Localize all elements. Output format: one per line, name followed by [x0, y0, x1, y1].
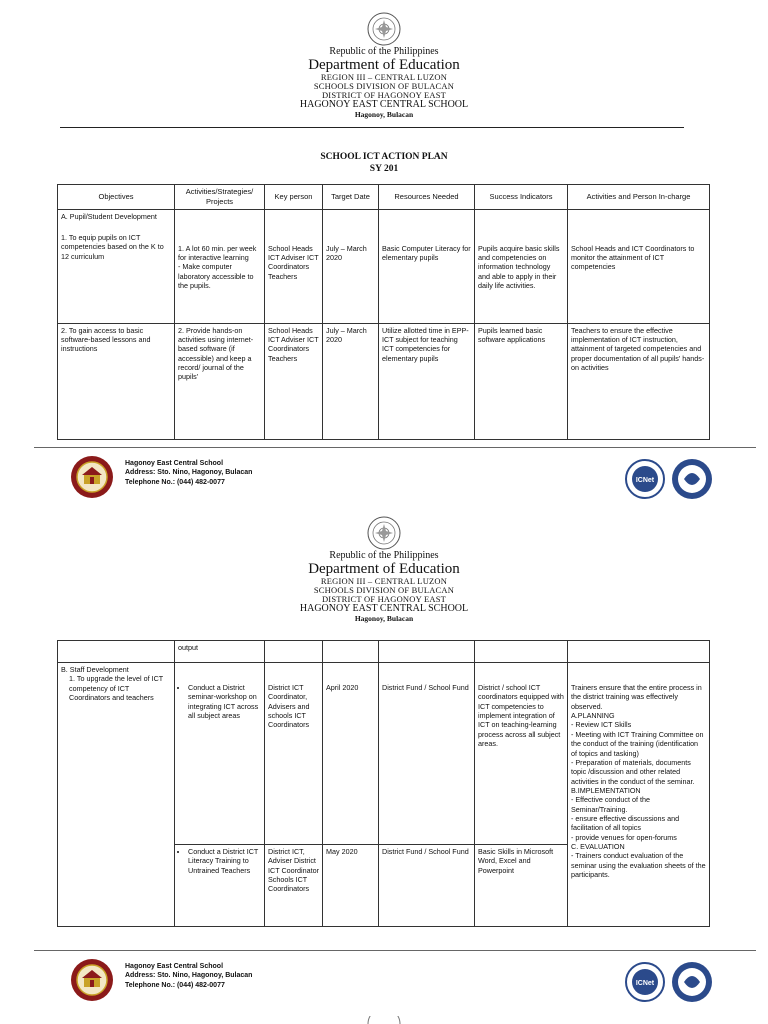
in-charge-line: - Trainers conduct evaluation of the seminar using the evaluation sheets of the participants.: [571, 851, 706, 880]
indicators-cell: District / school ICT coordinators equipped with ICT competencies to implement integration of ICT on teaching-learning process across all subject areas.: [475, 663, 568, 845]
footer-phone: Telephone No.: (044) 482-0077: [125, 981, 225, 989]
division-line: SCHOOLS DIVISION OF BULACAN: [313, 585, 455, 596]
col-header-key-person: Key person: [265, 185, 323, 210]
table-row: [58, 209, 710, 323]
col-header-objectives: Objectives: [58, 185, 175, 210]
town-line: Hagonoy, Bulacan: [354, 109, 414, 119]
icnet-badge-icon: [625, 459, 665, 499]
col-header-in-charge: Activities and Person In-charge: [568, 185, 710, 210]
footer-address: Address: Sto. Nino, Hagonoy, Bulacan: [125, 972, 253, 980]
page-footer: [0, 447, 768, 517]
school-logo-icon: [70, 455, 114, 499]
target-date-cell: April 2020: [323, 663, 379, 845]
footer-address: Address: Sto. Nino, Hagonoy, Bulacan: [125, 469, 253, 477]
key-person-cell: School Heads ICT Adviser ICT Coordinators Teachers: [265, 323, 323, 439]
plan-title-line1: SCHOOL ICT ACTION PLAN: [320, 152, 448, 162]
plan-title-line2: SY 201: [369, 163, 399, 174]
district-line: DISTRICT OF HAGONOY EAST: [321, 90, 447, 101]
icnet-badge-icon: [625, 962, 665, 1002]
deped-seal-icon: [367, 516, 401, 550]
town-line: Hagonoy, Bulacan: [354, 613, 414, 623]
indicators-cell: Basic Skills in Microsoft Word, Excel and Powerpoint: [475, 845, 568, 927]
indicators-cell: Pupils learned basic software applications: [475, 323, 568, 439]
icnet-badge-text: ICNet: [635, 980, 655, 987]
in-charge-line: A.PLANNING: [571, 711, 615, 721]
footer-divider: [34, 447, 756, 448]
activity-cell: 2. Provide hands-on activities using internet-based software (if accessible) and keep a record/ journal of the pupils': [175, 323, 265, 439]
footer-divider: [34, 950, 756, 951]
header-divider: [60, 127, 684, 128]
in-charge-cell: School Heads and ICT Coordinators to monitor the attainment of ICT competencies: [568, 209, 710, 323]
in-charge-line: - Review ICT Skills: [571, 720, 632, 730]
footer-contact: [125, 459, 252, 487]
activity-cell: [175, 845, 265, 927]
in-charge-line: - Effective conduct of the Seminar/Training.: [571, 795, 650, 814]
target-date-cell: May 2020: [323, 845, 379, 927]
indicators-cell: [475, 641, 568, 663]
certification-badge-icon: [670, 960, 714, 1004]
activity-text: - Make computer laboratory accessible to the pupils.: [178, 262, 254, 290]
action-plan-table-page2: [57, 640, 710, 927]
district-line: DISTRICT OF HAGONOY EAST: [321, 594, 447, 605]
republic-line: Republic of the Philippines: [329, 550, 439, 561]
footer-contact: [125, 962, 252, 990]
objective-cell: 2. To gain access to basic software-based lessons and instructions: [58, 323, 175, 439]
activity-cell: [175, 663, 265, 845]
target-date-cell: July – March 2020: [323, 209, 379, 323]
activity-text: • Conduct a District seminar-workshop on integrating ICT across all subject areas: [188, 683, 261, 720]
activity-text: • Conduct a District ICT Literacy Training to Untrained Teachers: [188, 847, 261, 875]
in-charge-line: - Meeting with ICT Training Committee on the conduct of the training (identification of topics and tasking): [571, 729, 704, 758]
icnet-badge-text: ICNet: [635, 477, 655, 484]
objective-cell: [58, 641, 175, 663]
resources-cell: District Fund / School Fund: [379, 663, 475, 845]
in-charge-line: C. EVALUATION: [571, 842, 625, 852]
table-row: [58, 663, 710, 845]
in-charge-cell: Teachers to ensure the effective implementation of ICT instruction, attainment of targeted competencies and proper documentation of all pupils' hands-on activities: [568, 323, 710, 439]
key-person-cell: District ICT Coordinator, Advisers and schools ICT Coordinators: [265, 663, 323, 845]
section-b-label: B. Staff Development: [61, 665, 129, 674]
in-charge-line: - ensure effective discussions and facilitation of all topics: [571, 814, 680, 833]
resources-cell: [379, 641, 475, 663]
page-footer: [0, 950, 768, 1020]
objective-cell: [58, 663, 175, 927]
target-date-cell: [323, 641, 379, 663]
department-line: Department of Education: [308, 56, 460, 73]
certification-badge-icon: [670, 457, 714, 501]
footer-phone: Telephone No.: (044) 482-0077: [125, 478, 225, 486]
key-person-cell: District ICT, Adviser District ICT Coordinator Schools ICT Coordinators: [265, 845, 323, 927]
objective-text: 1. To upgrade the level of ICT competency of ICT Coordinators and teachers: [69, 674, 164, 703]
school-line: HAGONOY EAST CENTRAL SCHOOL: [299, 99, 469, 111]
in-charge-line: B.IMPLEMENTATION: [571, 785, 641, 795]
table-row: [58, 641, 710, 663]
school-logo-icon: [70, 958, 114, 1002]
region-line: REGION III – CENTRAL LUZON: [320, 72, 448, 83]
in-charge-cell: [568, 641, 710, 663]
resources-cell: Basic Computer Literacy for elementary pupils: [379, 209, 475, 323]
col-header-resources: Resources Needed: [379, 185, 475, 210]
school-line: HAGONOY EAST CENTRAL SCHOOL: [299, 603, 469, 615]
objective-text: 1. To equip pupils on ICT competencies based on the K to 12 curriculum: [61, 232, 164, 261]
department-line: Department of Education: [308, 560, 460, 577]
action-plan-table-page1: [57, 184, 710, 440]
table-row: [58, 323, 710, 439]
objective-cell: [58, 209, 175, 323]
col-header-indicators: Success Indicators: [475, 185, 568, 210]
activity-text: 1. A lot 60 min. per week for interactive learning: [178, 243, 257, 262]
activity-cell: output: [175, 641, 265, 663]
resources-cell: Utilize allotted time in EPP-ICT subject for teaching ICT competencies for elementary pupils: [379, 323, 475, 439]
deped-seal-icon: [367, 12, 401, 46]
target-date-cell: July – March 2020: [323, 323, 379, 439]
col-header-target-date: Target Date: [323, 185, 379, 210]
plan-title: [0, 152, 768, 176]
indicators-cell: Pupils acquire basic skills and competencies on information technology and able to apply in their daily life activities.: [475, 209, 568, 323]
letterhead: [0, 516, 768, 622]
key-person-cell: [265, 641, 323, 663]
footer-school: Hagonoy East Central School: [125, 963, 224, 970]
in-charge-cell: [568, 663, 710, 927]
col-header-activities: Activities/Strategies/ Projects: [175, 185, 265, 210]
section-a-label: A. Pupil/Student Development: [61, 211, 157, 221]
footer-school: Hagonoy East Central School: [125, 460, 224, 467]
in-charge-line: - Preparation of materials, documents topic /discussion and other related activities in the conduct of the seminar.: [571, 757, 695, 786]
division-line: SCHOOLS DIVISION OF BULACAN: [313, 81, 455, 92]
activity-cell: [175, 209, 265, 323]
key-person-cell: School Heads ICT Adviser ICT Coordinators Teachers: [265, 209, 323, 323]
resources-cell: District Fund / School Fund: [379, 845, 475, 927]
republic-line: Republic of the Philippines: [329, 46, 439, 57]
in-charge-line: Trainers ensure that the entire process in the district training was effectively observed.: [571, 683, 702, 711]
letterhead: [0, 12, 768, 118]
region-line: REGION III – CENTRAL LUZON: [320, 576, 448, 587]
next-page-seal-icon: [367, 1016, 401, 1024]
in-charge-line: - provide venues for open-forums: [571, 832, 677, 842]
